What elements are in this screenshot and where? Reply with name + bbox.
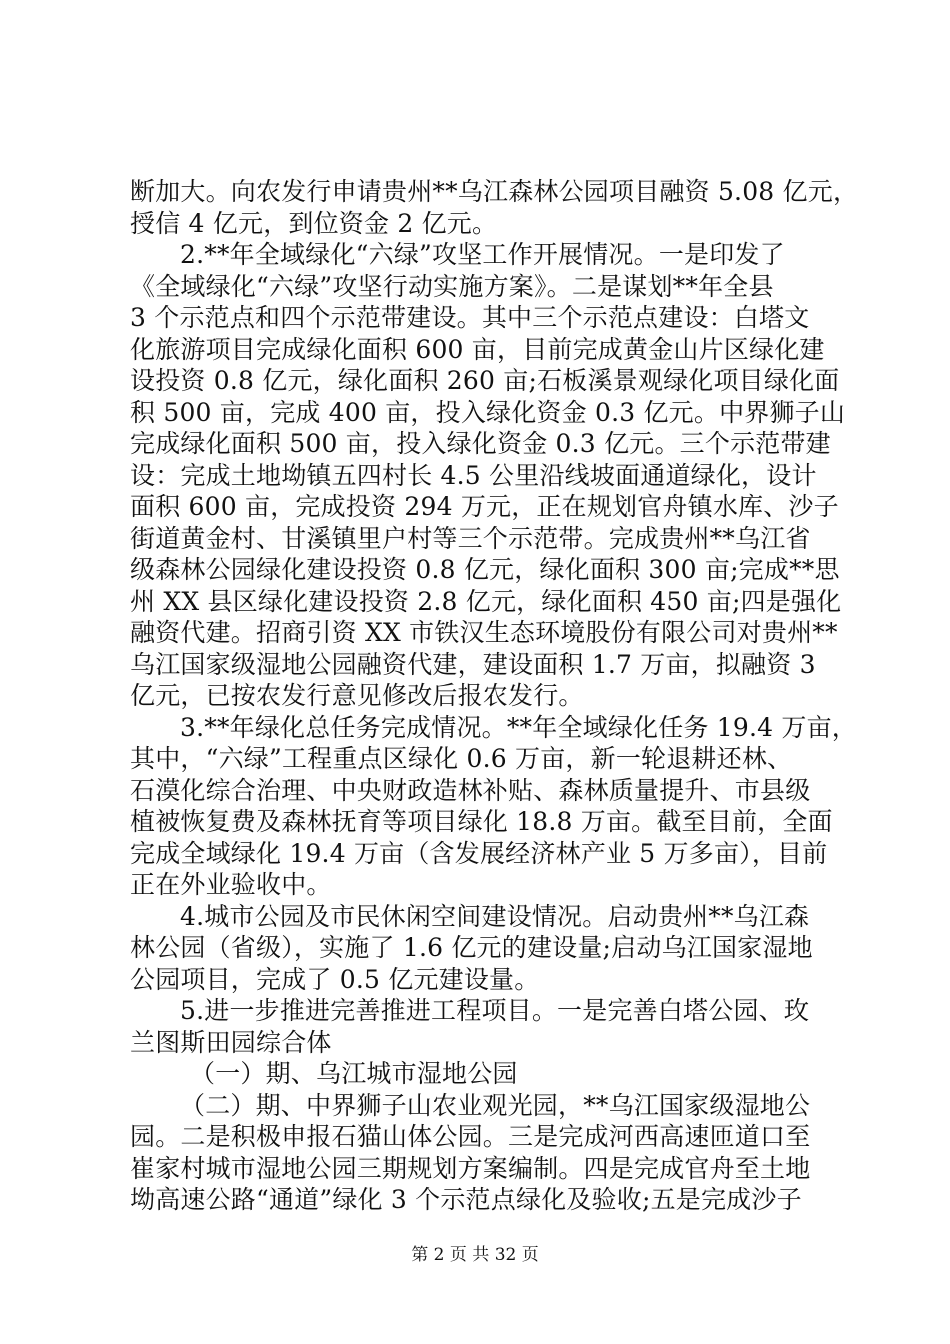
text-line: 街道黄金村、甘溪镇里户村等三个示范带。完成贵州**乌江省 bbox=[130, 523, 811, 553]
text-line: 断加大。向农发行申请贵州**乌江森林公园项目融资 5.08 亿元， bbox=[130, 177, 859, 206]
text-line: 积 500 亩，完成 400 亩，投入绿化资金 0.3 亿元。中界狮子山 bbox=[130, 397, 846, 427]
text-line: 崔家村城市湿地公园三期规划方案编制。四是完成官舟至土地 bbox=[130, 1153, 811, 1183]
text-line: 石漠化综合治理、中央财政造林补贴、森林质量提升、市县级 bbox=[130, 775, 811, 805]
text-line: 授信 4 亿元，到位资金 2 亿元。 bbox=[130, 208, 498, 238]
text-line: 3 个示范点和四个示范带建设。其中三个示范点建设：白塔文 bbox=[130, 303, 810, 332]
text-line: 州 XX 县区绿化建设投资 2.8 亿元，绿化面积 450 亩;四是强化 bbox=[130, 586, 842, 616]
text-line: 融资代建。招商引资 XX 市铁汉生态环境股份有限公司对贵州** bbox=[130, 618, 838, 647]
text-line: 坳高速公路“通道”绿化 3 个示范点绿化及验收;五是完成沙子 bbox=[130, 1185, 802, 1214]
text-line: 4.城市公园及市民休闲空间建设情况。启动贵州**乌江森 bbox=[180, 901, 810, 931]
text-line: 乌江国家级湿地公园融资代建，建设面积 1.7 万亩，拟融资 3 bbox=[130, 649, 816, 679]
text-line: 正在外业验收中。 bbox=[130, 870, 332, 899]
text-line: （一）期、乌江城市湿地公园 bbox=[190, 1059, 518, 1088]
text-line: 2.**年全域绿化“六绿”攻坚工作开展情况。一是印发了 bbox=[180, 240, 785, 269]
text-line: 完成绿化面积 500 亩，投入绿化资金 0.3 亿元。三个示范带建 bbox=[130, 429, 831, 458]
document-body bbox=[130, 176, 859, 1216]
text-line: 兰图斯田园综合体 bbox=[130, 1027, 332, 1057]
text-line: 级森林公园绿化建设投资 0.8 亿元，绿化面积 300 亩;完成**思 bbox=[130, 555, 840, 584]
page-footer bbox=[0, 1244, 950, 1266]
text-line: 面积 600 亩，完成投资 294 万元，正在规划官舟镇水库、沙子 bbox=[130, 492, 839, 521]
text-line: 3.**年绿化总任务完成情况。**年全域绿化任务 19.4 万亩， bbox=[180, 712, 858, 742]
text-line: 5.进一步推进完善推进工程项目。一是完善白塔公园、玫 bbox=[180, 996, 810, 1025]
text-line: 设投资 0.8 亿元，绿化面积 260 亩;石板溪景观绿化项目绿化面 bbox=[130, 366, 840, 395]
text-line: 其中，“六绿”工程重点区绿化 0.6 万亩，新一轮退耕还林、 bbox=[130, 744, 793, 773]
text-line: 园。二是积极申报石猫山体公园。三是完成河西高速匝道口至 bbox=[130, 1122, 811, 1151]
text-line: 林公园（省级），实施了 1.6 亿元的建设量;启动乌江国家湿地 bbox=[130, 933, 813, 962]
text-line: 亿元，已按农发行意见修改后报农发行。 bbox=[130, 681, 584, 710]
text-line: 化旅游项目完成绿化面积 600 亩，目前完成黄金山片区绿化建 bbox=[130, 334, 825, 364]
text-line: 完成全域绿化 19.4 万亩（含发展经济林产业 5 万多亩），目前 bbox=[130, 838, 828, 868]
text-line: 植被恢复费及森林抚育等项目绿化 18.8 万亩。截至目前，全面 bbox=[130, 807, 833, 836]
page-number-label: 第 2 页 共 32 页 bbox=[411, 1245, 539, 1265]
text-line: 公园项目，完成了 0.5 亿元建设量。 bbox=[130, 964, 540, 994]
text-line: 设：完成土地坳镇五四村长 4.5 公里沿线坡面通道绿化，设计 bbox=[130, 460, 817, 490]
text-line: （二）期、中界狮子山农业观光园，**乌江国家级湿地公 bbox=[180, 1090, 811, 1120]
text-line: 《全域绿化“六绿”攻坚行动实施方案》。二是谋划**年全县 bbox=[130, 271, 774, 301]
